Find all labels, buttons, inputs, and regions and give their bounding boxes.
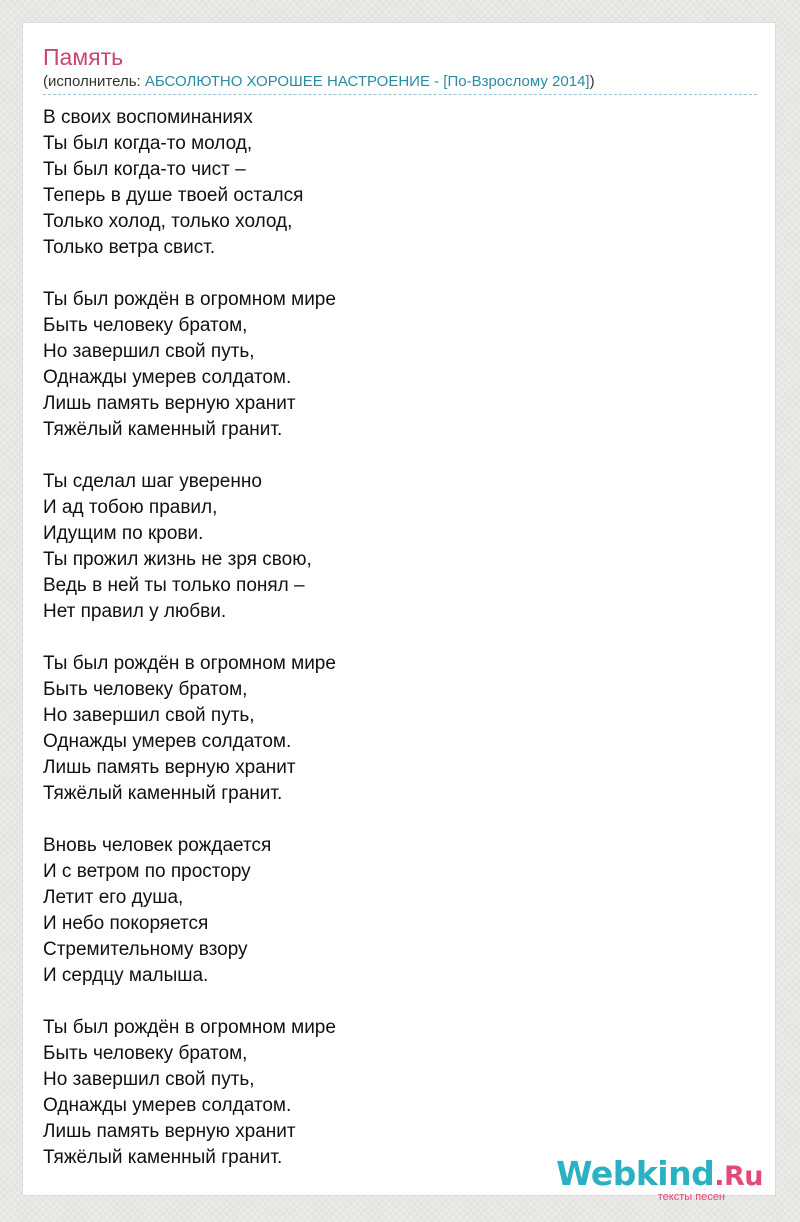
logo-tagline: тексты песен bbox=[657, 1191, 725, 1203]
lyric-line: Тяжёлый каменный гранит. bbox=[43, 783, 283, 804]
lyric-line: Однажды умерев солдатом. bbox=[43, 731, 292, 752]
lyric-line: В своих воспоминаниях bbox=[43, 107, 253, 128]
lyric-line: Только ветра свист. bbox=[43, 237, 216, 258]
stanza bbox=[43, 469, 743, 625]
lyric-line: И небо покоряется bbox=[43, 913, 209, 934]
performer-suffix: ) bbox=[589, 73, 595, 90]
lyric-line: Но завершил свой путь, bbox=[43, 1069, 255, 1090]
lyric-line: Теперь в душе твоей остался bbox=[43, 185, 304, 206]
logo-wordmark bbox=[556, 1155, 763, 1196]
lyric-line: Ты был рождён в огромном мире bbox=[43, 289, 336, 310]
lyric-line: Быть человеку братом, bbox=[43, 315, 248, 336]
lyric-line: Быть человеку братом, bbox=[43, 679, 248, 700]
lyric-line: Вновь человек рождается bbox=[43, 835, 272, 856]
lyric-line: Ты был рождён в огромном мире bbox=[43, 653, 336, 674]
lyric-line: И сердцу малыша. bbox=[43, 965, 209, 986]
lyric-line: Идущим по крови. bbox=[43, 523, 204, 544]
lyrics-body bbox=[43, 105, 743, 1197]
lyric-line: И с ветром по простору bbox=[43, 861, 251, 882]
lyric-line: Стремительному взору bbox=[43, 939, 248, 960]
stanza bbox=[43, 105, 743, 261]
lyric-line: Но завершил свой путь, bbox=[43, 341, 255, 362]
lyric-line: Нет правил у любви. bbox=[43, 601, 227, 622]
lyric-line: Летит его душа, bbox=[43, 887, 184, 908]
stanza bbox=[43, 287, 743, 443]
lyric-line: Однажды умерев солдатом. bbox=[43, 1095, 292, 1116]
lyrics-page bbox=[22, 22, 776, 1203]
lyric-line: Но завершил свой путь, bbox=[43, 705, 255, 726]
logo-tld: .Ru bbox=[714, 1161, 763, 1192]
performer-link[interactable]: АБСОЛЮТНО ХОРОШЕЕ НАСТРОЕНИЕ - [По-Взрослому 2014] bbox=[144, 73, 590, 90]
stanza bbox=[43, 1015, 743, 1171]
song-title: Память bbox=[43, 44, 124, 70]
lyric-line: Ты был рождён в огромном мире bbox=[43, 1017, 336, 1038]
performer-line bbox=[43, 73, 595, 91]
lyric-line: Лишь память верную хранит bbox=[43, 1121, 296, 1142]
performer-prefix: (исполнитель: bbox=[43, 73, 145, 90]
lyric-line: Ты прожил жизнь не зря свою, bbox=[43, 549, 312, 570]
lyric-line: И ад тобою правил, bbox=[43, 497, 218, 518]
title-divider bbox=[43, 94, 757, 95]
stanza bbox=[43, 651, 743, 807]
webkind-logo[interactable] bbox=[556, 1154, 769, 1203]
lyric-line: Тяжёлый каменный гранит. bbox=[43, 1147, 283, 1168]
lyric-line: Лишь память верную хранит bbox=[43, 757, 296, 778]
lyric-line: Однажды умерев солдатом. bbox=[43, 367, 292, 388]
lyric-line: Быть человеку братом, bbox=[43, 1043, 248, 1064]
lyric-line: Ты был когда-то молод, bbox=[43, 133, 253, 154]
lyric-line: Тяжёлый каменный гранит. bbox=[43, 419, 283, 440]
lyric-line: Ты сделал шаг уверенно bbox=[43, 471, 262, 492]
lyric-line: Лишь память верную хранит bbox=[43, 393, 296, 414]
logo-name: Webkind bbox=[556, 1154, 715, 1193]
stanza bbox=[43, 833, 743, 989]
lyric-line: Только холод, только холод, bbox=[43, 211, 293, 232]
lyric-line: Ты был когда-то чист – bbox=[43, 159, 246, 180]
lyric-line: Ведь в ней ты только понял – bbox=[43, 575, 305, 596]
